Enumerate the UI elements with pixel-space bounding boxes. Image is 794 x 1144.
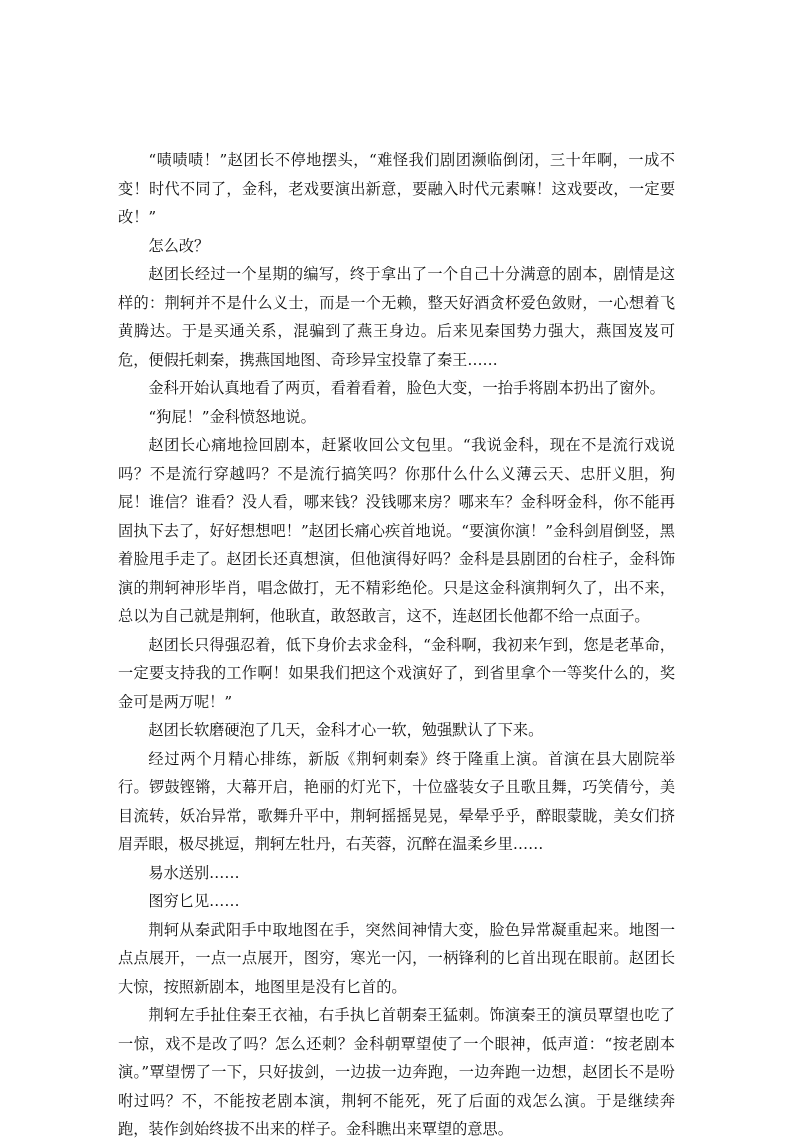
paragraph: 图穷匕见……	[148, 892, 240, 910]
paragraph: 赵团长心痛地捡回剧本，赶紧收回公文包里。“我说金科，现在不是流行戏说吗？不是流行穿越吗？不是流行搞笑吗？你那什么什么义薄云天、忠肝义胆，狗屁！谁信？谁看？没人看，哪来钱？没钱哪来房？哪来车？金科呀金科，你不能再固执下去了，好好想想吧！”赵团长痛心疾首地说。“要演你演！”金科剑眉倒竖，黑着脸甩手走了。赵团长还真想演，但他演得好吗？金科是县剧团的台柱子，金科饰演的荆轲神形毕肖，唱念做打，无不精彩绝伦。只是这金科演荆轲久了，出不来，总以为自己就是荆轲，他耿直，敢怒敢言，这不，连赵团长他都不给一点面子。	[118, 436, 675, 625]
paragraph: 荆轲左手扯住秦王衣袖，右手执匕首朝秦王猛刺。饰演秦王的演员覃望也吃了一惊，戏不是改了吗？怎么还刺？金科朝覃望使了一个眼神，低声道：“按老剧本演。”覃望愣了一下，只好拔剑，一边拔一边奔跑，一边奔跑一边想，赵团长不是吩咐过吗？不，不能按老剧本演，荆轲不能死，死了后面的戏怎么演。于是继续奔跑，装作剑始终拔不出来的样子。金科瞧出来覃望的意思。	[118, 1006, 675, 1138]
paragraph: 赵团长只得强忍着，低下身价去求金科，“金科啊，我初来乍到，您是老革命，一定要支持我的工作啊！如果我们把这个戏演好了，到省里拿个一等奖什么的，奖金可是两万呢！”	[118, 635, 675, 711]
paragraph: 赵团长软磨硬泡了几天，金科才心一软，勉强默认了下来。	[148, 721, 544, 739]
paragraph: 怎么改？	[148, 236, 210, 255]
document-body	[118, 146, 675, 1144]
paragraph: 易水送别……	[148, 863, 240, 882]
paragraph: “狗屁！”金科愤怒地说。	[148, 407, 316, 426]
paragraph: 赵团长经过一个星期的编写，终于拿出了一个自己十分满意的剧本，剧情是这样的：荆轲并不是什么义士，而是一个无赖，整天好酒贪杯爱色敛财，一心想着飞黄腾达。于是买通关系，混骗到了燕王身边。后来见秦国势力强大，燕国岌岌可危，便假托刺秦，携燕国地图、奇珍异宝投靠了秦王……	[118, 265, 675, 369]
paragraph: 金科开始认真地看了两页，看着看着，脸色大变，一抬手将剧本扔出了窗外。	[148, 379, 665, 397]
paragraph: 经过两个月精心排练，新版《荆轲刺秦》终于隆重上演。首演在县大剧院举行。锣鼓铿锵，大幕开启，艳丽的灯光下，十位盛装女子且歌且舞，巧笑倩兮，美目流转，妖冶异常，歌舞升平中，荆轲摇摇晃晃，晕晕乎乎，醉眼蒙眬，美女们挤眉弄眼，极尽挑逗，荆轲左牡丹，右芙蓉，沉醉在温柔乡里……	[118, 749, 675, 853]
paragraph: 荆轲从秦武阳手中取地图在手，突然间神情大变，脸色异常凝重起来。地图一点点展开，一点一点展开，图穷，寒光一闪，一柄锋利的匕首出现在眼前。赵团长大惊，按照新剧本，地图里是没有匕首的。	[118, 920, 675, 996]
paragraph: “啧啧啧！”赵团长不停地摆头，“难怪我们剧团濒临倒闭，三十年啊，一成不变！时代不同了，金科，老戏要演出新意，要融入时代元素嘛！这戏要改，一定要改！”	[118, 151, 675, 226]
